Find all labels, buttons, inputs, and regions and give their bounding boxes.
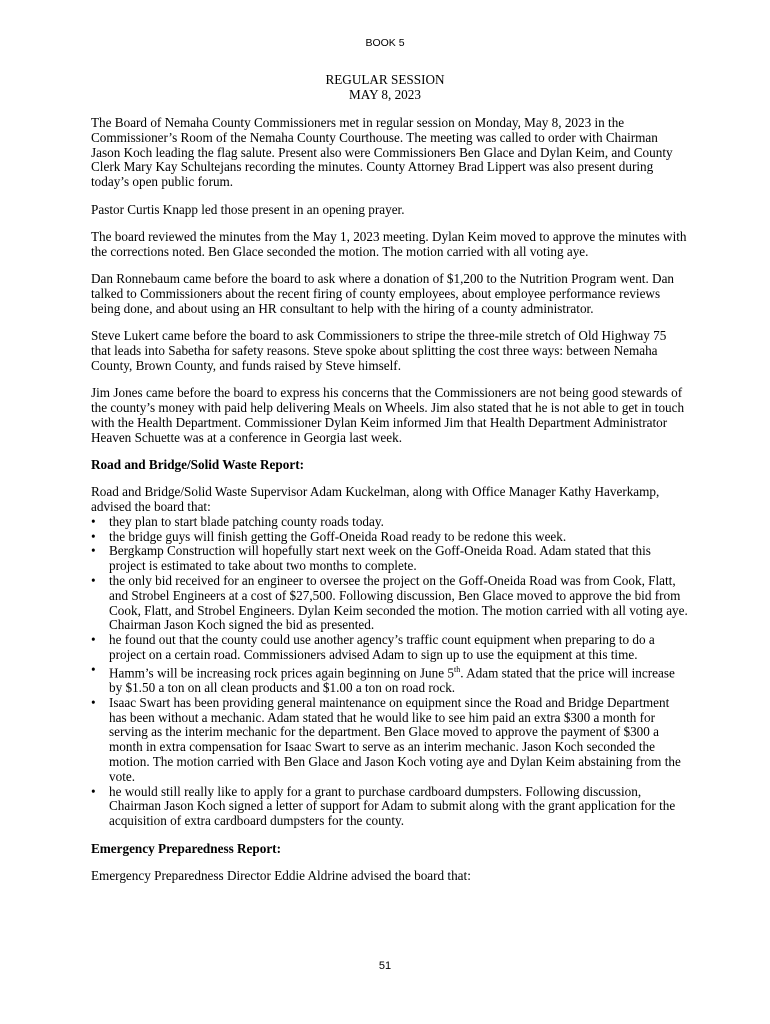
list-item: • Isaac Swart has been providing general maintenance on equipment since the Road and Bridge Department has been without a mechanic. Adam stated that he would like to see him paid an extra $300 a month for serving as the interim mechanic for the department. Ben Glace moved to approve the payment of $300 a month in extra compensation for Isaac Swart to serve as an interim mechanic. Jason Koch seconded the motion. The motion carried with Ben Glace and Jason Koch voting aye and Dylan Keim abstaining from the vote. bbox=[109, 696, 689, 785]
ronnebaum-paragraph: Dan Ronnebaum came before the board to ask where a donation of $1,200 to the Nutrition Program went. Dan talked to Commissioners about the recent firing of county employees, about employee performance reviews being done, and about using an HR consultant to help with the hiring of a county administrator. bbox=[91, 271, 675, 316]
list-item: • he found out that the county could use another agency’s traffic count equipment when preparing to do a project on a certain road. Commissioners advised Adam to sign up to use the equipment at this time. bbox=[109, 633, 689, 663]
hamm-text-after: . Adam stated that the price will increase by $1.50 a ton on all clean products and $1.00 a ton on road rock. bbox=[109, 665, 675, 696]
session-date: MAY 8, 2023 bbox=[349, 87, 421, 102]
prayer-paragraph: Pastor Curtis Knapp led those present in an opening prayer. bbox=[91, 201, 405, 217]
list-item bbox=[109, 663, 689, 696]
emergency-intro: Emergency Preparedness Director Eddie Aldrine advised the board that: bbox=[91, 868, 471, 883]
list-item: • Bergkamp Construction will hopefully start next week on the Goff-Oneida Road. Adam stated that this project is estimated to take about two months to complete. bbox=[109, 544, 689, 574]
minutes-body bbox=[91, 116, 689, 896]
list-item: • the only bid received for an engineer to oversee the project on the Goff-Oneida Road was from Cook, Flatt, and Strobel Engineers at a cost of $27,500. Following discussion, Ben Glace moved to approve the bid from Cook, Flatt, and Strobel Engineers. Dylan Keim seconded the motion. The motion carried with all voting aye. Chairman Jason Koch signed the bid as presented. bbox=[109, 574, 689, 633]
road-bridge-heading: Road and Bridge/Solid Waste Report: bbox=[91, 456, 304, 472]
road-bridge-intro: Road and Bridge/Solid Waste Supervisor Adam Kuckelman, along with Office Manager Kathy Haverkamp, advised the board that: bbox=[91, 484, 660, 515]
jones-paragraph: Jim Jones came before the board to express his concerns that the Commissioners are not being good stewards of the county’s money with paid help delivering Meals on Wheels. Jim also stated that he is not able to get in touch with the Health Department. Commissioner Dylan Keim informed Jim that Health Department Administrator Heaven Schuette was at a conference in Georgia last week. bbox=[91, 385, 685, 445]
ordinal-suffix: th bbox=[454, 664, 461, 674]
list-item: • they plan to start blade patching county roads today. bbox=[109, 515, 689, 530]
session-title-line: REGULAR SESSION bbox=[325, 72, 445, 87]
list-item: • he would still really like to apply for a grant to purchase cardboard dumpsters. Following discussion, Chairman Jason Koch signed a letter of support for Adam to submit along with the grant application for the acquisition of extra cardboard dumpsters for the county. bbox=[109, 785, 689, 829]
page-number: 51 bbox=[378, 960, 392, 972]
opening-paragraph: The Board of Nemaha County Commissioners met in regular session on Monday, May 8, 2023 in the Commissioner’s Room of the Nemaha County Courthouse. The meeting was called to order with Chairman Jason Koch leading the flag salute. Present also were Commissioners Ben Glace and Dylan Keim, and County Clerk Mary Kay Schultejans recording the minutes. County Attorney Brad Lippert was also present during today’s open public forum. bbox=[91, 115, 673, 190]
emergency-heading: Emergency Preparedness Report: bbox=[91, 840, 281, 856]
road-bridge-list bbox=[91, 515, 689, 829]
list-item: • the bridge guys will finish getting the Goff-Oneida Road ready to be redone this week. bbox=[109, 530, 689, 545]
book-label: BOOK 5 bbox=[365, 37, 405, 49]
lukert-paragraph: Steve Lukert came before the board to ask Commissioners to stripe the three-mile stretch of Old Highway 75 that leads into Sabetha for safety reasons. Steve spoke about splitting the cost three ways: between Nemaha County, Brown County, and funds raised by Steve himself. bbox=[91, 328, 667, 373]
hamm-text-before: Hamm’s will be increasing rock prices again beginning on June 5 bbox=[109, 665, 454, 681]
minutes-approval-paragraph: The board reviewed the minutes from the May 1, 2023 meeting. Dylan Keim moved to approve the minutes with the corrections noted. Ben Glace seconded the motion. The motion carried with all voting aye. bbox=[91, 228, 687, 259]
session-title bbox=[0, 72, 770, 102]
